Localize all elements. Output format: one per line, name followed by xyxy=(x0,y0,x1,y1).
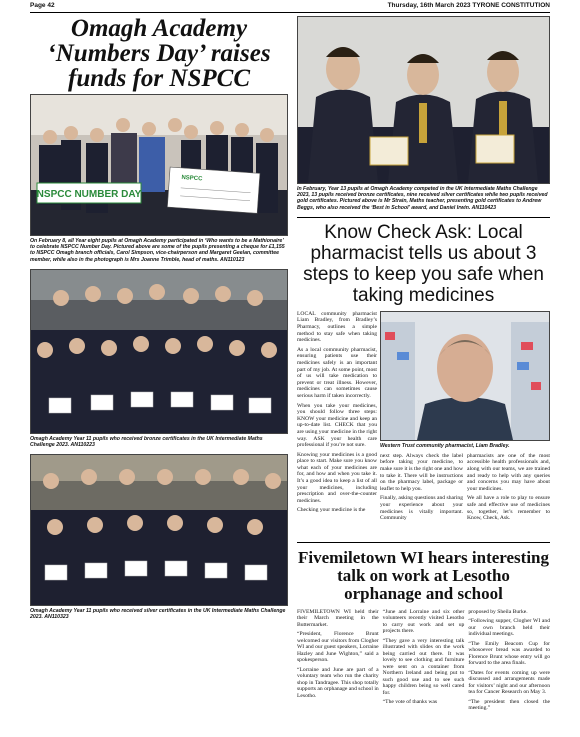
pharmacist-caption: Western Trust community pharmacist, Liam Bradley. xyxy=(380,442,510,449)
story3-headline: Know Check Ask: Local pharmacist tells us about 3 steps to keep you safe when taking medicines xyxy=(303,221,544,306)
caption-3: Omagh Academy Year 11 pupils who received silver certificates in the UK Intermediate Maths Challenge 2023. AN110323 xyxy=(30,608,286,621)
kca-body xyxy=(297,311,550,538)
dateline: Thursday, 16th March 2023 TYRONE CONSTITUTION xyxy=(387,2,550,9)
caption-2: Omagh Academy Year 11 pupils who received bronze certificates in the UK Intermediate Maths Challenge 2023. AN110223 xyxy=(30,435,263,449)
kca-column-2: next step. Always check the label before taking your medicine, to make sure it is the right one and how to take it. There will be instructions on the pharmacy label, package or leaflet to help you. Finally, asking questions and sharing your experience about your medicines is vitally important. Community xyxy=(380,452,463,522)
pharmacist-photo xyxy=(380,311,550,441)
wi-column-1: FIVEMILETOWN WI held their their March meeting in the Buttermarket. “President, Florence Brunt welcomed our visitors from Clogher WI and our guest speakers, Lorraine Hazley and June Wighton,” said a spokesperson. “Lorraine and June are part of a voluntary team who run the charity shop in Tandragee. This shop totally supports an orphanage and school in Lesotho. xyxy=(297,608,379,699)
page-header xyxy=(30,2,550,13)
story4-headline: Fivemiletown WI hears interesting talk on work at Lesotho orphanage and school xyxy=(297,547,550,603)
caption-gold: In February, Year 13 pupils at Omagh Academy competed in the UK Intermediate Maths Challenge 2023, 13 pupils received bronze certificates, nine received silver certificates while two pupils received gold certificates. Pictured above is Mr Strain, Maths teacher, presenting gold certificates to Andrew Beggs, who also received the ‘Best in School’ award, and Daniel Irwin. AN110423 xyxy=(297,186,548,211)
photo-silver xyxy=(30,454,288,606)
kca-column-1: LOCAL community pharmacist Liam Bradley, from Bradley’s Pharmacy, outlines a simple method to stay safe when taking medicines. As a local community pharmacist, ensuring patients use their medicines safely is an important part of my job. At some point, most of us will take medication to prevent or treat illness. However, medicines can sometimes cause serious harm if taken incorrectly. When you take your medicines, you should follow three steps: KNOW your medicine and keep an up-to-date list. CHECK that you are using your medicine in the right way. ASK your health care professional if you’re not sure. Knowing your medicines is a good place to start. Make sure you know what each of your medicines are for, and how and when you take it. It’s a good idea to keep a list of all your medicines, including prescription and over-the-counter medicines. Checking your medicine is the xyxy=(297,310,377,514)
left-column xyxy=(30,16,288,627)
page-number: Page 42 xyxy=(30,2,55,9)
banner-text: NSPCC NUMBER DAY xyxy=(36,189,142,200)
story1-headline: Omagh Academy ‘Numbers Day’ raises funds for NSPCC xyxy=(47,15,271,92)
wi-column-2: “June and Lorraine and six other volunteers recently visited Lesotho to carry out work and set up projects there. “They gave a very interesting talk illustrated with slides on the work being carried out there. It was lovely to see clothing and furniture were sent on a container from Northern Ireland and being put to such good use and to see such happy children being so well cared for. “The vote of thanks was xyxy=(382,608,465,706)
pharmacist-photo-block xyxy=(380,311,550,455)
kca-lower-columns xyxy=(380,453,550,525)
photo-gold xyxy=(297,16,550,184)
right-column xyxy=(297,16,550,715)
wi-column-3: proposed by Sheila Burke. “Following supper, Clogher WI and our own branch held their individual meetings. “The Emily Beacom Cup for whosoever bread was awarded to Florence Brunt whose entry will go forward to the area finals. “Dates for events coming up were discussed and arrangements made for visitors’ night and our afternoon tea for Cancer Research on May 3. “The president then closed the meeting.” xyxy=(468,608,551,712)
caption-1: On February 8, all Year eight pupils at Omagh Academy participated in ‘Who wants to be a Mathionaire’ to celebrate NSPCC Number Day. Pictured above are some of the pupils presenting a cheque for £1,155 to NSPCC Omagh branch officials, Carol Simpson, vice-chairperson and Margaret Geelan, committee member, while also in the photograph is Mrs Joanne Trimble, head of maths. AN110123 xyxy=(30,238,285,263)
wi-body xyxy=(297,609,550,715)
cheque-name: NSPCC xyxy=(181,174,203,183)
photo-bronze xyxy=(30,269,288,434)
kca-column-3: pharmacists are one of the most accessible health professionals and, along with our teams, we are trained and ready to help with any queries and concerns you may have about your medicines. We all have a role to play to ensure safe and effective use of medicines so, together, let’s remember to Know, Check, Ask. xyxy=(467,452,550,522)
photo-number-day xyxy=(30,94,288,236)
